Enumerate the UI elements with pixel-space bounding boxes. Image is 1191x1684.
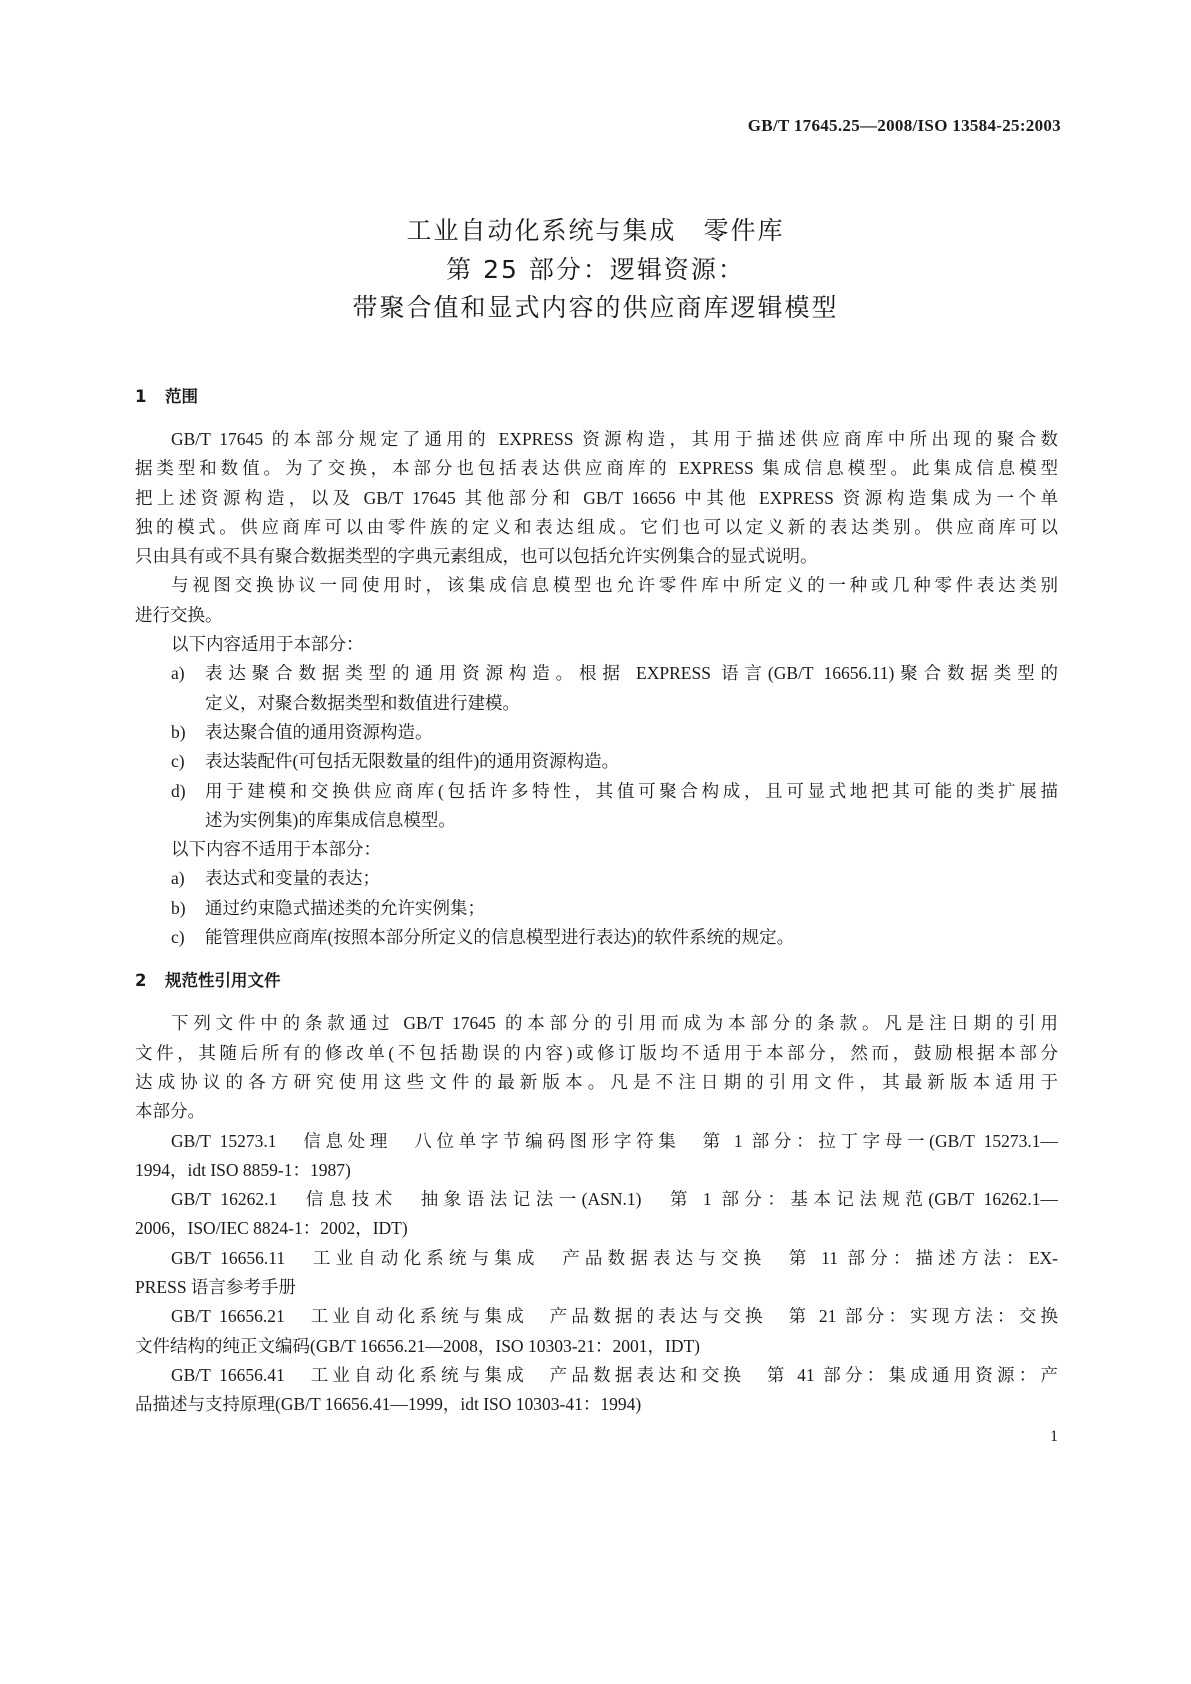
text-line: [135, 1068, 1058, 1097]
list-item-label: a): [171, 868, 185, 889]
page-number: 1: [1050, 1428, 1058, 1445]
line-text: 1994，idt ISO 8859-1：1987): [135, 1159, 351, 1180]
list-item-label: b): [171, 897, 186, 918]
line-text: PRESS 语言参考手册: [135, 1277, 296, 1298]
text-line: [135, 571, 1058, 600]
text-line: [135, 425, 1058, 454]
text-line: [135, 1156, 1058, 1185]
text-line: [135, 1244, 1058, 1273]
line-text: 本部分。: [135, 1101, 205, 1122]
text-line: [135, 542, 1058, 571]
line-text: 进行交换。: [135, 604, 223, 625]
line-text: GB/T 16656.41 工业自动化系统与集成 产品数据表达和交换 第 41 部分：集成通用资源：产: [171, 1364, 1058, 1385]
list-item: [135, 718, 1058, 747]
line-text: 独的模式。供应商库可以由零件族的定义和表达组成。它们也可以定义新的表达类别。供应商库可以: [135, 516, 1058, 537]
list-item: [135, 659, 1058, 718]
text-line: [135, 1390, 1058, 1419]
text-line: [135, 1361, 1058, 1390]
text-line: [135, 689, 1058, 718]
paragraph: [135, 1127, 1058, 1186]
line-text: 与视图交换协议一同使用时，该集成信息模型也允许零件库中所定义的一种或几种零件表达类别: [171, 575, 1058, 596]
line-text: 表达式和变量的表达；: [205, 868, 380, 889]
list-item: [135, 777, 1058, 836]
paragraph: [135, 835, 1058, 864]
section-heading: [135, 382, 1058, 411]
list-item: [135, 747, 1058, 776]
line-text: 以下内容适用于本部分：: [171, 634, 364, 655]
line-text: GB/T 16262.1 信息技术 抽象语法记法一(ASN.1) 第 1 部分：基本记法规范(GB/T 16262.1—: [171, 1189, 1058, 1210]
text-line: [135, 864, 1058, 893]
list-item-label: c): [171, 927, 185, 948]
line-text: 述为实例集)的库集成信息模型。: [205, 809, 456, 830]
text-line: [135, 454, 1058, 483]
text-line: [135, 718, 1058, 747]
line-text: 把上述资源构造，以及 GB/T 17645 其他部分和 GB/T 16656 中其他 EXPRESS 资源构造集成为一个单: [135, 487, 1058, 508]
text-line: [135, 923, 1058, 952]
paragraph: [135, 425, 1058, 571]
list-item: [135, 864, 1058, 893]
line-text: 据类型和数值。为了交换，本部分也包括表达供应商库的 EXPRESS 集成信息模型。此集成信息模型: [135, 458, 1058, 479]
section-title: 范围: [165, 387, 198, 406]
list-item: [135, 923, 1058, 952]
line-text: 定义，对聚合数据类型和数值进行建模。: [205, 692, 520, 713]
text-line: [135, 1009, 1058, 1038]
paragraph: [135, 1361, 1058, 1420]
list-item-label: b): [171, 721, 186, 742]
line-text: 表达装配件(可包括无限数量的组件)的通用资源构造。: [205, 751, 620, 772]
text-line: [135, 747, 1058, 776]
text-line: [135, 1097, 1058, 1126]
text-line: [135, 1039, 1058, 1068]
standard-code-header: GB/T 17645.25—2008/ISO 13584-25:2003: [747, 116, 1061, 135]
list-item: [135, 894, 1058, 923]
line-text: 只由具有或不具有聚合数据类型的字典元素组成，也可以包括允许实例集合的显式说明。: [135, 546, 818, 567]
line-text: 2006，ISO/IEC 8824-1：2002，IDT): [135, 1218, 408, 1239]
line-text: 文件，其随后所有的修改单(不包括勘误的内容)或修订版均不适用于本部分，然而，鼓励根据本部分: [135, 1042, 1058, 1063]
list-item-label: d): [171, 780, 186, 801]
section-title: 规范性引用文件: [165, 971, 281, 991]
text-line: [135, 1185, 1058, 1214]
section-1: [135, 382, 1058, 952]
text-line: [135, 1302, 1058, 1331]
text-line: [135, 1273, 1058, 1302]
paragraph: [135, 1302, 1058, 1361]
section-2: [135, 966, 1058, 1419]
paragraph: [135, 1244, 1058, 1303]
line-text: 表达聚合值的通用资源构造。: [205, 721, 433, 742]
line-text: 用于建模和交换供应商库(包括许多特性，其值可聚合构成，且可显式地把其可能的类扩展描: [205, 780, 1058, 801]
text-line: [135, 484, 1058, 513]
line-text: GB/T 17645 的本部分规定了通用的 EXPRESS 资源构造，其用于描述供应商库中所出现的聚合数: [171, 429, 1058, 449]
paragraph: [135, 630, 1058, 659]
section-number: 1: [135, 387, 147, 406]
document-body: [135, 382, 1058, 1420]
text-line: [135, 513, 1058, 542]
text-line: [135, 894, 1058, 923]
line-text: GB/T 16656.11 工业自动化系统与集成 产品数据表达与交换 第 11 部分：描述方法：EX-: [171, 1247, 1058, 1268]
line-text: 文件结构的纯正文编码(GB/T 16656.21—2008，ISO 10303-21：2001，IDT): [135, 1335, 701, 1356]
text-line: [135, 1332, 1058, 1361]
text-line: [135, 1214, 1058, 1243]
line-text: GB/T 16656.21 工业自动化系统与集成 产品数据的表达与交换 第 21 部分：实现方法：交换: [171, 1306, 1058, 1327]
document-title: [0, 212, 1191, 328]
text-line: [135, 777, 1058, 806]
line-text: 通过约束隐式描述类的允许实例集；: [205, 897, 485, 918]
title-line: 第 25 部分：逻辑资源：: [446, 254, 745, 284]
text-line: [135, 601, 1058, 630]
line-text: 达成协议的各方研究使用这些文件的最新版本。凡是不注日期的引用文件，其最新版本适用于: [135, 1071, 1058, 1092]
paragraph: [135, 1009, 1058, 1126]
text-line: [135, 806, 1058, 835]
line-text: 能管理供应商库(按照本部分所定义的信息模型进行表达)的软件系统的规定。: [205, 927, 795, 948]
section-number: 2: [135, 971, 147, 991]
title-line: 带聚合值和显式内容的供应商库逻辑模型: [352, 293, 839, 322]
line-text: 表达聚合数据类型的通用资源构造。根据 EXPRESS 语言(GB/T 16656.11)聚合数据类型的: [205, 663, 1058, 684]
text-line: [135, 659, 1058, 688]
text-line: [135, 1127, 1058, 1156]
text-line: [135, 835, 1058, 864]
text-line: [135, 630, 1058, 659]
line-text: 以下内容不适用于本部分：: [171, 839, 381, 860]
list-item-label: a): [171, 663, 185, 684]
title-line: 工业自动化系统与集成 零件库: [406, 216, 785, 245]
paragraph: [135, 1185, 1058, 1244]
paragraph: [135, 571, 1058, 630]
section-heading: [135, 966, 1058, 995]
line-text: GB/T 15273.1 信息处理 八位单字节编码图形字符集 第 1 部分：拉丁字母一(GB/T 15273.1—: [171, 1130, 1058, 1151]
line-text: 品描述与支持原理(GB/T 16656.41—1999，idt ISO 10303-41：1994): [135, 1394, 642, 1415]
line-text: 下列文件中的条款通过 GB/T 17645 的本部分的引用而成为本部分的条款。凡是注日期的引用: [171, 1013, 1058, 1034]
list-item-label: c): [171, 751, 185, 772]
